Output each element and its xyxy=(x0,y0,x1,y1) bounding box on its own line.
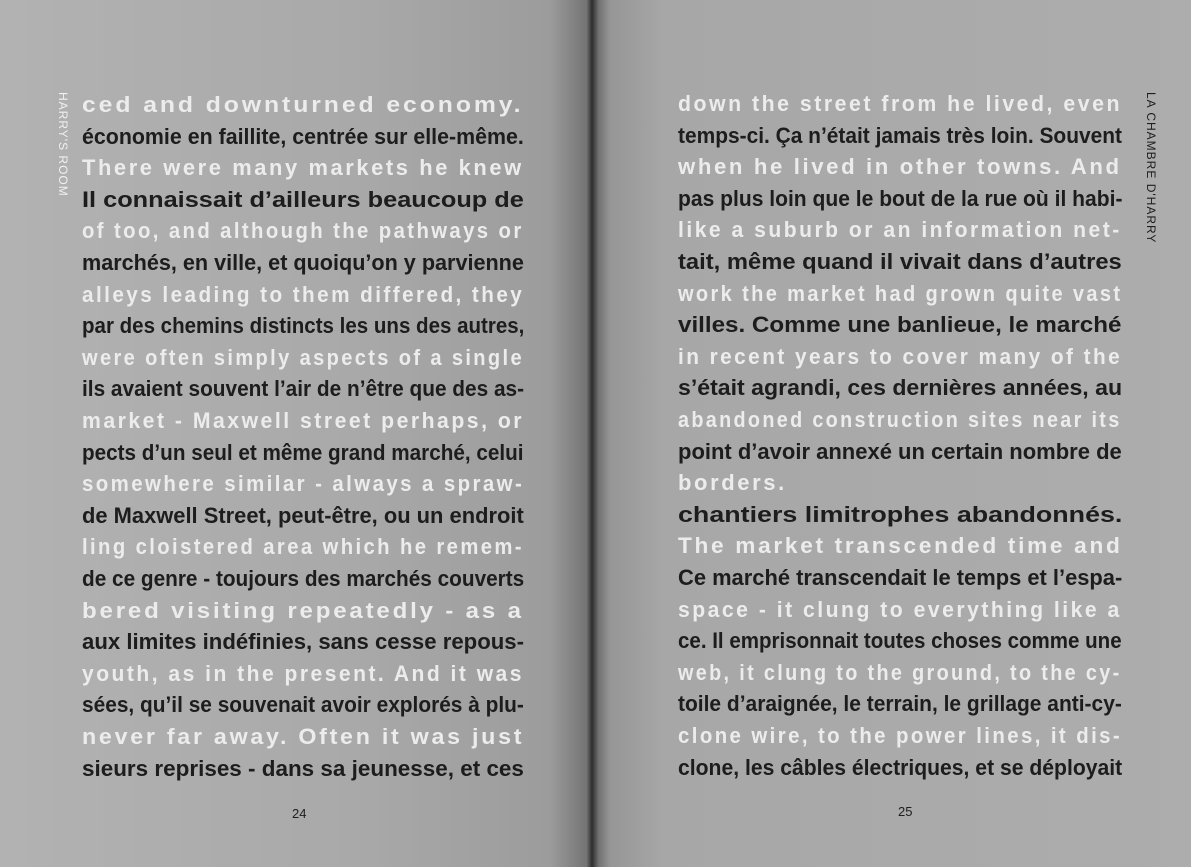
text-line: somewhere similar - always a spraw- xyxy=(82,471,525,497)
left-page xyxy=(0,0,591,867)
text-line: de Maxwell Street, peut-être, ou un endroit xyxy=(82,502,524,528)
text-line: were often simply aspects of a single xyxy=(82,344,524,370)
text-line: of too, and although the pathways or xyxy=(82,218,524,244)
text-line: marchés, en ville, et quoiqu’on y parvienne xyxy=(82,250,524,275)
right-running-head: LA CHAMBRE D'HARRY xyxy=(1144,92,1158,244)
text-line: There were many markets he knew xyxy=(82,155,524,181)
text-line: never far away. Often it was just xyxy=(82,724,525,749)
text-line: down the street from he lived, even xyxy=(678,91,1122,116)
text-line: work the market had grown quite vast xyxy=(678,280,1123,306)
text-line: in recent years to cover many of the xyxy=(678,343,1123,369)
text-line: par des chemins distincts les uns des autres, xyxy=(82,313,525,339)
text-line: tait, même quand il vivait dans d’autres xyxy=(678,249,1122,274)
text-line: sées, qu’il se souvenait avoir explorés à plu- xyxy=(82,692,524,718)
text-line: alleys leading to them differed, they xyxy=(82,281,525,307)
text-line: space - it clung to everything like a xyxy=(678,596,1122,622)
text-line: s’était agrandi, ces dernières années, au xyxy=(678,375,1123,401)
text-line: temps-ci. Ça n’était jamais très loin. Souvent xyxy=(678,122,1123,148)
text-line: ced and downturned economy. xyxy=(82,92,524,117)
text-line: web, it clung to the ground, to the cy- xyxy=(678,659,1122,685)
right-page xyxy=(592,0,1191,867)
text-line: borders. xyxy=(678,470,787,496)
page-number-right: 25 xyxy=(898,804,913,819)
text-line: aux limites indéfinies, sans cesse repous- xyxy=(82,629,524,655)
text-line: économie en faillite, centrée sur elle-même. xyxy=(82,123,524,149)
text-line: pects d’un seul et même grand marché, celui xyxy=(82,439,524,465)
text-line: market - Maxwell street perhaps, or xyxy=(82,408,525,433)
text-line: toile d’araignée, le terrain, le grillage anti-cy- xyxy=(678,691,1122,717)
left-running-head: HARRY'S ROOM xyxy=(56,92,70,197)
text-line: de ce genre - toujours des marchés couverts xyxy=(82,566,525,591)
text-line: when he lived in other towns. And xyxy=(678,154,1122,180)
text-line: The market transcended time and xyxy=(678,533,1123,559)
text-line: clone wire, to the power lines, it dis- xyxy=(678,723,1123,748)
text-line: youth, as in the present. And it was xyxy=(82,660,524,686)
text-line: ils avaient souvent l’air de n’être que des as- xyxy=(82,376,525,402)
book-gutter xyxy=(586,0,598,867)
page-number-left: 24 xyxy=(292,806,307,821)
text-line: ling cloistered area which he remem- xyxy=(82,534,524,560)
text-line: Ce marché transcendait le temps et l’espa- xyxy=(678,565,1123,590)
text-line: Il connaissait d’ailleurs beaucoup de xyxy=(82,186,524,212)
text-line: sieurs reprises - dans sa jeunesse, et ces xyxy=(82,755,524,781)
text-line: bered visiting repeatedly - as a xyxy=(82,597,524,623)
text-line: abandoned construction sites near its xyxy=(678,407,1122,432)
text-line: pas plus loin que le bout de la rue où il habi- xyxy=(678,185,1123,211)
text-line: point d’avoir annexé un certain nombre de xyxy=(678,438,1122,464)
text-line: villes. Comme une banlieue, le marché xyxy=(678,312,1122,338)
text-line: chantiers limitrophes abandonnés. xyxy=(678,501,1123,527)
text-line: ce. Il emprisonnait toutes choses comme une xyxy=(678,628,1122,654)
text-line: like a suburb or an information net- xyxy=(678,217,1122,243)
text-line: clone, les câbles électriques, et se déployait xyxy=(678,754,1123,780)
